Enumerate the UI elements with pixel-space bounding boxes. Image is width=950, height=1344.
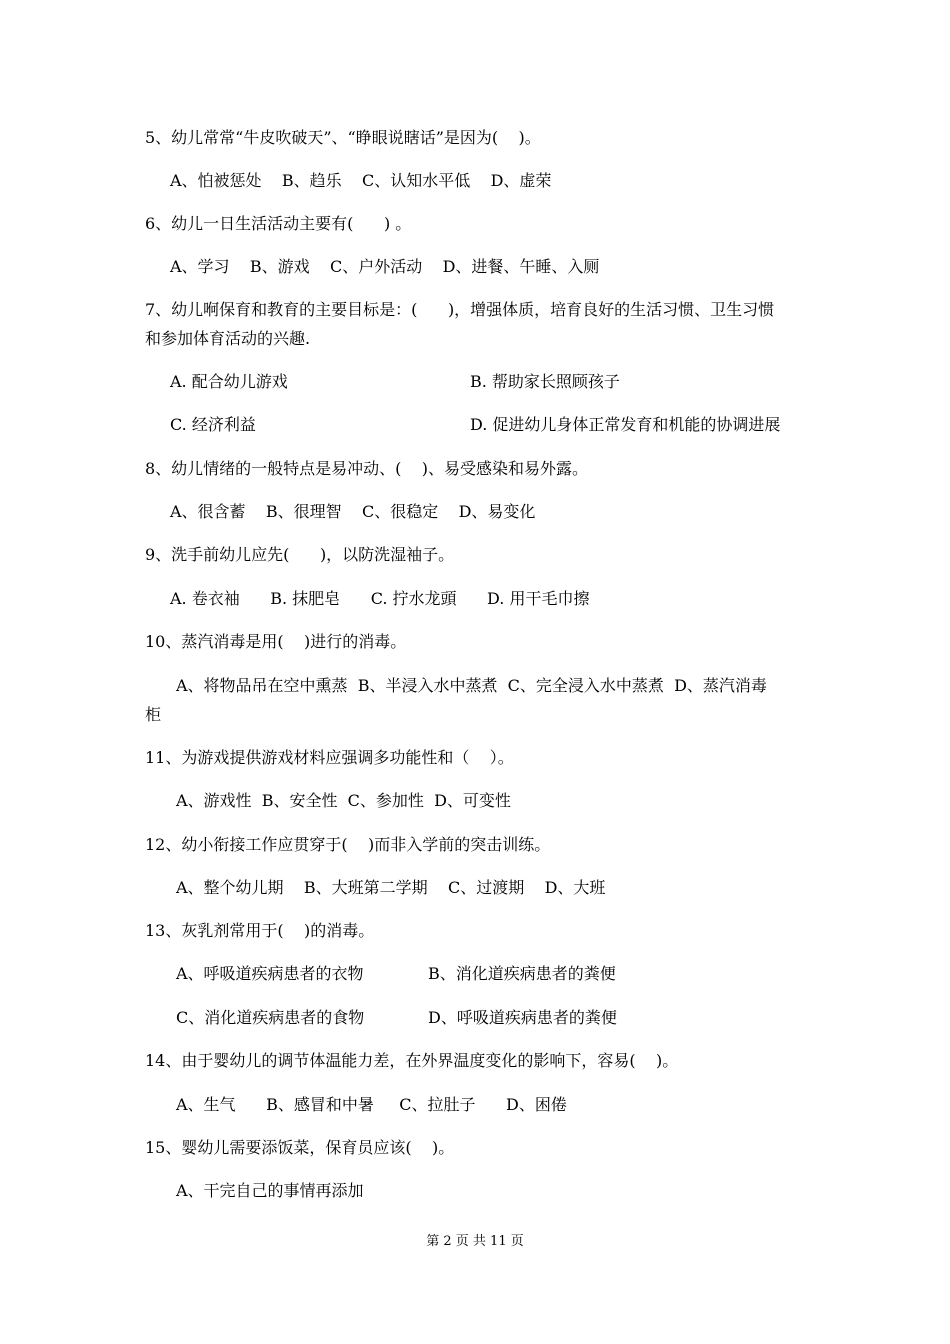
question-11-stem: 11、为游戏提供游戏材料应强调多功能性和（ ）。 bbox=[145, 748, 514, 767]
question-14-stem: 14、由于婴幼儿的调节体温能力差，在外界温度变化的影响下，容易( )。 bbox=[145, 1051, 679, 1070]
question-7-option-d: D. 促进幼儿身体正常发育和机能的协调进展 bbox=[470, 415, 781, 434]
question-12-options: A、整个幼儿期 B、大班第二学期 C、过渡期 D、大班 bbox=[176, 878, 606, 897]
question-15-options: A、干完自己的事情再添加 bbox=[176, 1181, 364, 1200]
question-7-stem-line1: 7、幼儿哬保育和教育的主要目标是：( )，增强体质，培育良好的生活习惯、卫生习惯 bbox=[145, 300, 775, 319]
question-13-stem: 13、灰乳剂常用于( )的消毒。 bbox=[145, 921, 375, 940]
question-13-option-c: C、消化道疾病患者的食物 bbox=[176, 1008, 365, 1027]
question-5-stem: 5、幼儿常常“牛皮吹破天”、“睁眼说瞎话”是因为( )。 bbox=[145, 128, 541, 147]
question-13-option-a: A、呼吸道疾病患者的衣物 bbox=[176, 964, 364, 983]
question-7-option-a: A. 配合幼儿游戏 bbox=[170, 372, 288, 391]
page-number-footer: 第 2 页 共 11 页 bbox=[426, 1234, 524, 1249]
question-11-options: A、游戏性 B、安全性 C、参加性 D、可变性 bbox=[176, 791, 511, 810]
question-7-option-b: B. 帮助家长照顾孩子 bbox=[470, 372, 620, 391]
question-15-stem: 15、婴幼儿需要添饭菜，保育员应该( )。 bbox=[145, 1138, 455, 1157]
question-8-options: A、很含蓄 B、很理智 C、很稳定 D、易变化 bbox=[170, 502, 536, 521]
question-7-stem-line2: 和参加体育活动的兴趣. bbox=[145, 329, 311, 348]
question-9-stem: 9、洗手前幼儿应先( )，以防洗湿袖子。 bbox=[145, 545, 455, 564]
question-9-options: A. 卷衣袖 B. 抹肥皂 C. 拧水龙頭 D. 用干毛巾擦 bbox=[170, 589, 590, 608]
question-10-options-line2: 柜 bbox=[145, 705, 162, 724]
question-14-options: A、生气 B、感冒和中暑 C、拉肚子 D、困倦 bbox=[176, 1095, 567, 1114]
question-12-stem: 12、幼小衔接工作应贯穿于( )而非入学前的突击训练。 bbox=[145, 835, 551, 854]
question-7-option-c: C. 经济利益 bbox=[170, 415, 256, 434]
question-10-stem: 10、蒸汽消毒是用( )进行的消毒。 bbox=[145, 632, 407, 651]
question-13-option-b: B、消化道疾病患者的粪便 bbox=[428, 964, 616, 983]
question-8-stem: 8、幼儿情绪的一般特点是易冲动、( )、易受感染和易外露。 bbox=[145, 459, 589, 478]
question-10-options-line1: A、将物品吊在空中熏蒸 B、半浸入水中蒸煮 C、完全浸入水中蒸煮 D、蒸汽消毒 bbox=[176, 676, 767, 695]
question-13-option-d: D、呼吸道疾病患者的粪便 bbox=[428, 1008, 617, 1027]
question-6-stem: 6、幼儿一日生活活动主要有( ) 。 bbox=[145, 214, 412, 233]
question-6-options: A、学习 B、游戏 C、户外活动 D、进餐、午睡、入厕 bbox=[170, 257, 600, 276]
question-5-options: A、怕被惩处 B、趋乐 C、认知水平低 D、虚荣 bbox=[170, 171, 552, 190]
